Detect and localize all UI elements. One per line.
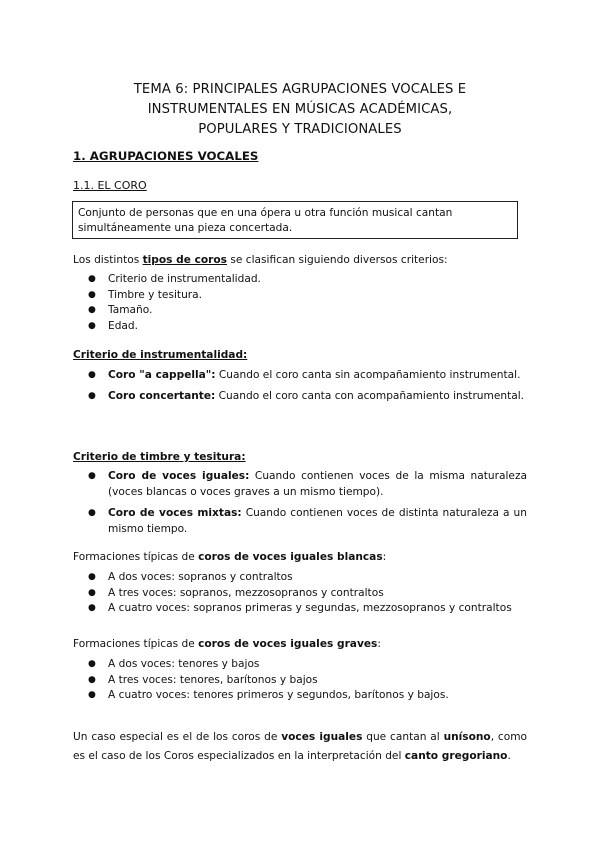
bullet-icon: ●: [88, 289, 96, 300]
bullet-icon: ●: [88, 587, 96, 598]
bullet-icon: ●: [88, 320, 96, 331]
subsection-heading: 1.1. EL CORO: [73, 179, 147, 192]
title-line-3: POPULARES Y TRADICIONALES: [198, 122, 402, 137]
item-term: Coro de voces iguales:: [108, 470, 250, 482]
intro-emphasis: tipos de coros: [142, 254, 227, 266]
item-term: Coro concertante:: [108, 389, 216, 402]
list-item: [73, 368, 527, 384]
bullet-icon: ●: [88, 572, 96, 582]
title-line-1: TEMA 6: PRINCIPALES AGRUPACIONES VOCALES E: [133, 82, 467, 97]
criteria-list: [73, 272, 527, 334]
list-item: ● A tres voces: sopranos, mezzosopranos y contraltos: [73, 586, 527, 602]
section-heading: 1. AGRUPACIONES VOCALES: [73, 149, 259, 163]
item-term: Coro "a cappella":: [108, 369, 216, 381]
bullet-icon: ●: [88, 674, 96, 685]
title-line-2: INSTRUMENTALES EN MÚSICAS ACADÉMICAS,: [147, 102, 453, 117]
blancas-emphasis: coros de voces iguales blancas: [198, 551, 383, 563]
timbre-heading: Criterio de timbre y tesitura:: [73, 451, 246, 463]
list-item: ● A dos voces: tenores y bajos: [73, 657, 527, 673]
item-description: Cuando contienen voces de la misma naturaleza (voces blancas o voces graves a un mismo tiempo).: [108, 470, 527, 498]
blancas-list: [73, 570, 527, 617]
bullet-icon: ●: [88, 659, 96, 669]
list-item: [73, 469, 527, 500]
timbre-list: [73, 469, 527, 537]
list-item: ● Timbre y tesitura.: [73, 288, 527, 304]
bullet-icon: ●: [88, 508, 96, 518]
list-item: [73, 389, 527, 405]
list-item: ● Edad.: [73, 319, 527, 335]
document-title: [60, 80, 540, 140]
list-item: ● Criterio de instrumentalidad.: [73, 272, 527, 288]
list-item: [73, 506, 527, 537]
bullet-icon: ●: [88, 603, 96, 613]
bullet-icon: ●: [88, 390, 96, 401]
closing-paragraph: Un caso especial es el de los coros de voces iguales que cantan al unísono, como es el caso de los Coros especializados en la interpretación del canto gregoriano.: [73, 731, 528, 762]
graves-intro: Formaciones típicas de coros de voces iguales graves:: [73, 638, 381, 650]
bullet-icon: ●: [88, 471, 96, 481]
graves-list: [73, 657, 527, 704]
item-description: Cuando el coro canta sin acompañamiento instrumental.: [215, 369, 521, 381]
instrumentality-list: [73, 368, 527, 404]
list-item: ● A cuatro voces: sopranos primeras y segundas, mezzosopranos y contraltos: [73, 601, 527, 617]
instrumentality-heading: Criterio de instrumentalidad:: [73, 349, 248, 361]
item-term: Coro de voces mixtas:: [108, 507, 242, 519]
intro-text: Los distintos: [73, 254, 143, 266]
list-item: ● A cuatro voces: tenores primeros y segundos, barítonos y bajos.: [73, 688, 527, 704]
bullet-icon: ●: [88, 690, 96, 700]
item-description: Cuando el coro canta con acompañamiento instrumental.: [215, 389, 525, 402]
item-description: Cuando contienen voces de distinta naturaleza a un mismo tiempo.: [108, 507, 527, 535]
blancas-intro: Formaciones típicas de coros de voces iguales blancas:: [73, 551, 387, 563]
bullet-icon: ●: [88, 274, 96, 284]
definition-box: Conjunto de personas que en una ópera u otra función musical cantan simultáneamente una pieza concertada.: [72, 201, 518, 239]
bullet-icon: ●: [88, 370, 96, 380]
intro-text-end: se clasifican siguiendo diversos criterios:: [226, 254, 448, 266]
intro-paragraph: [73, 252, 527, 268]
graves-emphasis: coros de voces iguales graves: [198, 638, 378, 650]
list-item: ● Tamaño.: [73, 303, 527, 319]
list-item: ● A dos voces: sopranos y contraltos: [73, 570, 527, 586]
list-item: ● A tres voces: tenores, barítonos y bajos: [73, 673, 527, 689]
bullet-icon: ●: [88, 305, 96, 315]
